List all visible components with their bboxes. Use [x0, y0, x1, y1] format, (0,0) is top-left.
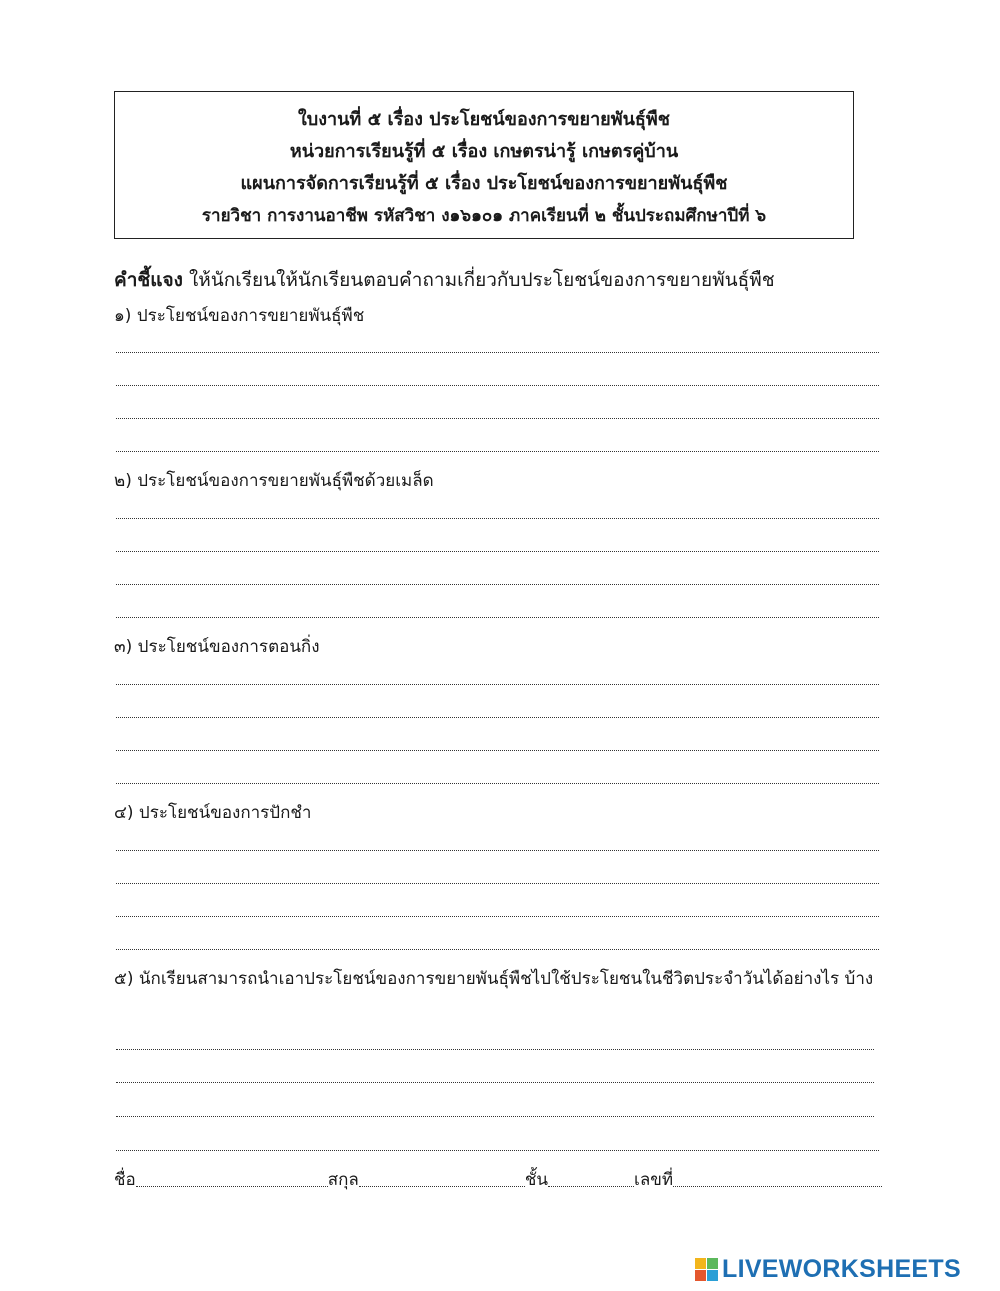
logo-square	[707, 1258, 718, 1269]
instruction-text: ให้นักเรียนให้นักเรียนตอบคำถามเกี่ยวกับประโยชน์ของการขยายพันธุ์พืช	[182, 269, 775, 291]
answer-line[interactable]	[116, 949, 879, 950]
surname-label: สกุล	[327, 1170, 359, 1190]
answer-line[interactable]	[116, 584, 879, 585]
worksheet-header-box	[114, 91, 854, 239]
answer-line[interactable]	[116, 1082, 874, 1083]
name-label: ชื่อ	[114, 1170, 136, 1190]
class-field[interactable]	[548, 1186, 634, 1187]
answer-line[interactable]	[116, 551, 879, 552]
liveworksheets-logo	[695, 1255, 961, 1284]
answer-line[interactable]	[116, 617, 879, 618]
instruction-label: คำชี้แจง	[114, 269, 183, 291]
answer-line[interactable]	[116, 385, 879, 386]
answer-line[interactable]	[116, 916, 879, 917]
question-2: ๒) ประโยชน์ของการขยายพันธุ์พืชด้วยเมล็ด	[114, 471, 434, 491]
question-3: ๓) ประโยชน์ของการตอนกิ่ง	[114, 637, 320, 657]
class-label: ชั้น	[524, 1170, 549, 1190]
number-field[interactable]	[673, 1186, 882, 1187]
answer-line[interactable]	[116, 1116, 874, 1117]
learning-plan: แผนการจัดการเรียนรู้ที่ ๕ เรื่อง ประโยชน์ของการขยายพันธุ์พืช	[240, 173, 728, 194]
liveworksheets-logo-icon	[695, 1258, 719, 1282]
answer-line[interactable]	[116, 1150, 879, 1151]
surname-field[interactable]	[359, 1186, 525, 1187]
brand-name: LIVEWORKSHEETS	[722, 1255, 961, 1283]
logo-square	[695, 1270, 706, 1281]
question-4: ๔) ประโยชน์ของการปักชำ	[114, 803, 312, 823]
instruction	[114, 266, 884, 294]
answer-line[interactable]	[116, 750, 879, 751]
answer-line[interactable]	[116, 850, 879, 851]
answer-line[interactable]	[116, 451, 879, 452]
answer-line[interactable]	[116, 783, 879, 784]
answer-line[interactable]	[116, 1049, 874, 1050]
course-info: รายวิชา การงานอาชีพ รหัสวิชา ง๑๖๑๐๑ ภาคเรียนที่ ๒ ชั้นประถมศึกษาปีที่ ๖	[201, 206, 767, 226]
logo-square	[707, 1270, 718, 1281]
answer-line[interactable]	[116, 717, 879, 718]
answer-line[interactable]	[116, 418, 879, 419]
worksheet-title: ใบงานที่ ๕ เรื่อง ประโยชน์ของการขยายพันธุ์พืช	[298, 109, 670, 130]
logo-square	[695, 1258, 706, 1269]
answer-line[interactable]	[116, 883, 879, 884]
question-1: ๑) ประโยชน์ของการขยายพันธุ์พืช	[114, 306, 365, 326]
name-field[interactable]	[136, 1186, 328, 1187]
answer-line[interactable]	[116, 518, 879, 519]
question-5: ๕) นักเรียนสามารถนำเอาประโยชน์ของการขยายพันธุ์พืชไปใช้ประโยชนในชีวิตประจำวันได้อย่างไร บ้าง	[114, 969, 874, 989]
learning-unit: หน่วยการเรียนรู้ที่ ๕ เรื่อง เกษตรน่ารู้ เกษตรคู่บ้าน	[289, 141, 679, 162]
student-info-row	[114, 1168, 882, 1192]
answer-line[interactable]	[116, 684, 879, 685]
answer-line[interactable]	[116, 352, 879, 353]
number-label: เลขที่	[634, 1170, 674, 1190]
